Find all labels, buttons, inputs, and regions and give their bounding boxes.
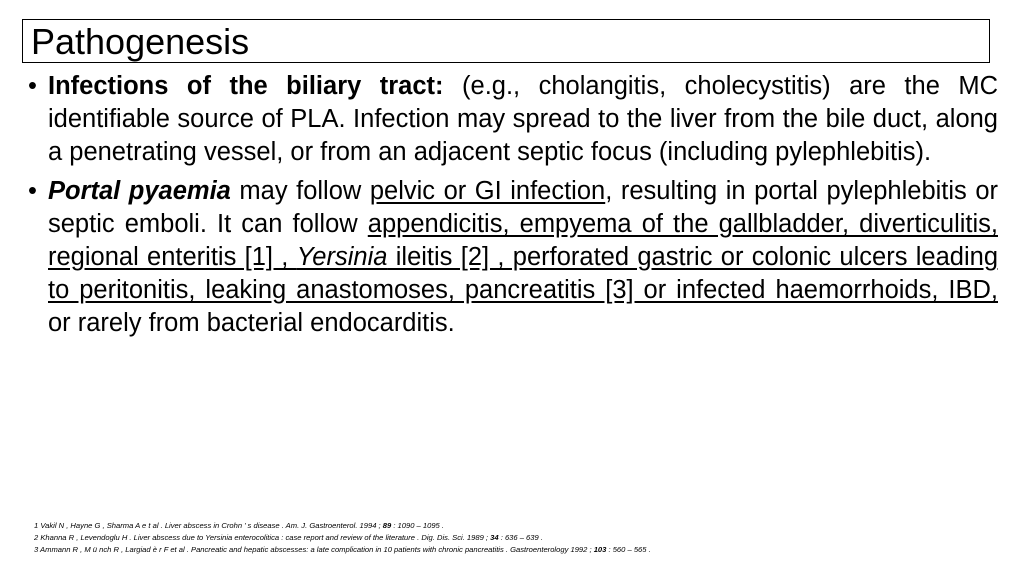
bullet2-underlined-3: ileitis [2] , perforated gastric or colonic ulcers leading to peritonitis, leaking anastomoses, pancreatitis [3] or infected haemorrhoids, IBD, [48, 243, 998, 304]
reference-3-text: 3 Ammann R , M ü nch R , Largiad è r F et al . Pancreatic and hepatic abscesses: a late complication in 10 patients with chronic pancreatitis . Gastroenterology 1992 ; [34, 545, 594, 554]
reference-3-volume: 103 [593, 545, 607, 554]
references [34, 520, 994, 556]
reference-2-text: 2 Khanna R , Levendoglu H . Liver abscess due to Yersinia enterocolitica : case report and review of the literature . Dig. Dis. Sci. 1989 ; [34, 533, 491, 542]
bullet1-text: (e.g., cholangitis, cholecystitis) are the MC identifiable source of PLA. Infection may spread to the liver from the bile duct, along a penetrating vessel, or from an adjacent septic focus (including pylephlebitis). [48, 72, 999, 166]
reference-1 [34, 520, 994, 532]
bullet-marker: • [28, 177, 37, 205]
bullet2-text-3: or rarely from bacterial endocarditis. [48, 309, 455, 337]
bullet-portal-pyaemia [28, 175, 998, 340]
reference-3 [34, 544, 994, 556]
reference-1-text: 1 Vakil N , Hayne G , Sharma A e t al . Liver abscess in Crohn ’ s disease . Am. J. Gastroenterol. 1994 ; [34, 521, 383, 530]
bullet-marker: • [28, 72, 37, 100]
bullet2-underlined-italic: Yersinia [296, 243, 388, 271]
reference-3-pages: : 560 – 565 . [606, 545, 651, 554]
bullet2-underlined-1: pelvic or GI infection [369, 177, 606, 205]
reference-2-volume: 34 [490, 533, 499, 542]
reference-2 [34, 532, 994, 544]
reference-2-pages: : 636 – 639 . [498, 533, 543, 542]
bullet2-underlined-2: appendicitis, empyema of the gallbladder, diverticulitis, regional enteritis [1] , [48, 210, 998, 271]
reference-1-volume: 89 [382, 521, 392, 530]
title-box [22, 19, 990, 63]
bullet-biliary-tract [28, 70, 998, 169]
bullet2-text-1: may follow [230, 177, 370, 205]
bullet2-heading: Portal pyaemia [48, 177, 231, 205]
slide-title: Pathogenesis [31, 21, 250, 62]
bullet2-text-2: , resulting in portal pylephlebitis or septic emboli. It can follow [48, 177, 998, 238]
reference-1-pages: : 1090 – 1095 . [391, 521, 444, 530]
bullet-list [28, 70, 998, 346]
bullet1-heading: Infections of the biliary tract: [48, 72, 444, 100]
